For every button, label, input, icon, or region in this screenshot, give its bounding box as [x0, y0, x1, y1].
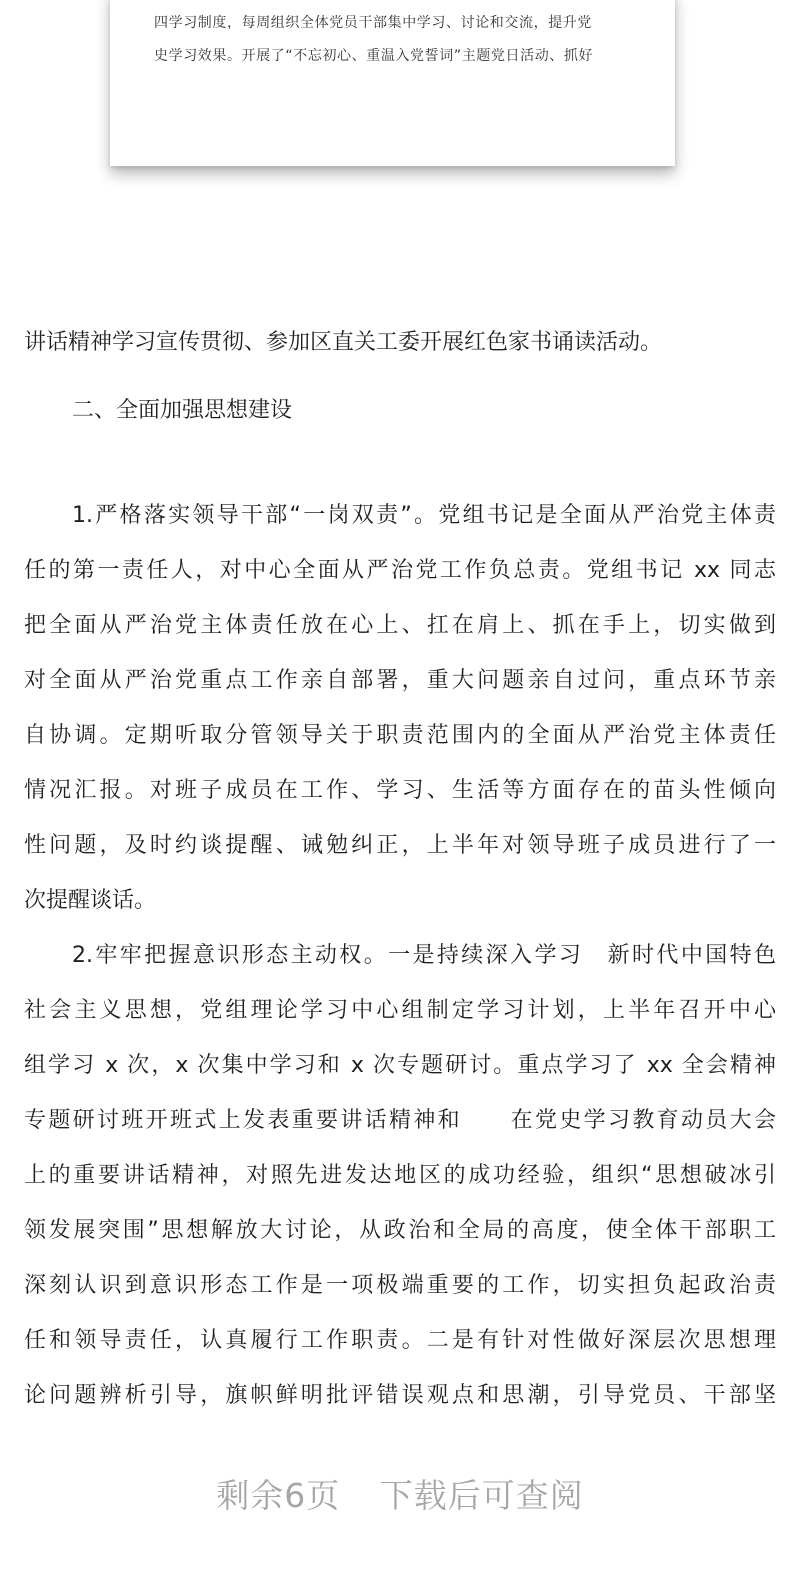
- paragraph-2-line: 组学习 x 次，x 次集中学习和 x 次专题研讨。重点学习了 xx 全会精神: [24, 1053, 776, 1078]
- paragraph-1-line: 把全面从严治党主体责任放在心上、扛在肩上、抓在手上，切实做到: [24, 613, 776, 638]
- paragraph-2-line: 上的重要讲话精神，对照先进发达地区的成功经验，组织“思想破冰引: [24, 1163, 776, 1188]
- paragraph-2-line: 专题研讨班开班式上发表重要讲话精神和 在党史学习教育动员大会: [24, 1108, 776, 1133]
- remaining-pages-label: 剩余6页: [216, 1476, 341, 1515]
- paragraph-2-line: 社会主义思想，党组理论学习中心组制定学习计划，上半年召开中心: [24, 998, 776, 1023]
- paragraph-1-line: 1.严格落实领导干部“一岗双责”。党组书记是全面从严治党主体责: [72, 503, 776, 528]
- paragraph-1-line: 任的第一责任人，对中心全面从严治党工作负总责。党组书记 xx 同志: [24, 558, 776, 583]
- paragraph-2-line: 深刻认识到意识形态工作是一项极端重要的工作，切实担负起政治责: [24, 1273, 776, 1298]
- paragraph-2-line: 领发展突围”思想解放大讨论，从政治和全局的高度，使全体干部职工: [24, 1218, 776, 1243]
- download-hint-label: 下载后可查阅: [379, 1476, 584, 1515]
- paragraph-1-line: 自协调。定期听取分管领导关于职责范围内的全面从严治党主体责任: [24, 723, 776, 748]
- paragraph-1-line: 次提醒谈话。: [24, 888, 157, 913]
- paragraph-2-line: 2.牢牢把握意识形态主动权。一是持续深入学习 新时代中国特色: [72, 943, 776, 968]
- section-heading: 二、全面加强思想建设: [72, 398, 293, 423]
- paragraph-2-line: 论问题辨析引导，旗帜鲜明批评错误观点和思潮，引导党员、干部坚: [24, 1383, 776, 1408]
- intro-line: 讲话精神学习宣传贯彻、参加区直关工委开展红色家书诵读活动。: [24, 330, 663, 355]
- download-prompt[interactable]: [0, 1470, 800, 1517]
- paragraph-1-line: 性问题，及时约谈提醒、诫勉纠正，上半年对领导班子成员进行了一: [24, 833, 776, 858]
- preview-text-line: 四学习制度，每周组织全体党员干部集中学习、讨论和交流，提升党: [154, 15, 592, 31]
- paragraph-1-line: 对全面从严治党重点工作亲自部署，重大问题亲自过问，重点环节亲: [24, 668, 776, 693]
- paragraph-2-line: 任和领导责任，认真履行工作职责。二是有针对性做好深层次思想理: [24, 1328, 776, 1353]
- preview-page-card: [110, 0, 675, 166]
- paragraph-1-line: 情况汇报。对班子成员在工作、学习、生活等方面存在的苗头性倾向: [24, 778, 776, 803]
- preview-text-line: 史学习效果。开展了“不忘初心、重温入党誓词”主题党日活动、抓好: [154, 48, 594, 64]
